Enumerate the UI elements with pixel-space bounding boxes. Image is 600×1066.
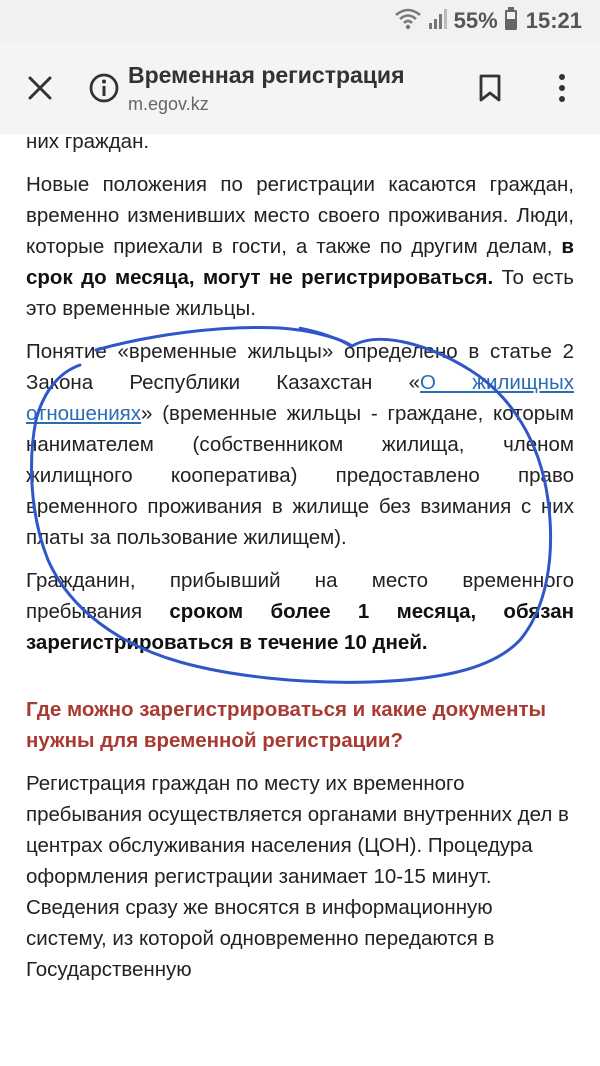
page-url: m.egov.kz xyxy=(128,94,209,114)
p2-text-end: » (временные жильцы - граждане, которым нанимателем (собственником жилища, членом жилищного кооператива) предоставлено право временного проживания в жилище без взимания с них платы за пользование жилищем). xyxy=(26,402,574,549)
page-title: Временная регистрация xyxy=(128,62,405,88)
p1-text-start: Новые положения по регистрации касаются граждан, временно изменивших место своего проживания. Люди, которые приехали в гости, а также по другим делам, xyxy=(26,173,574,258)
close-icon[interactable] xyxy=(20,68,60,108)
wifi-icon xyxy=(394,8,422,34)
paragraph-registration-process: Регистрация граждан по месту их временного пребывания осуществляется органами внутренних дел в центрах обслуживания населения (ЦОН). Процедура оформления регистрации занимает 10-15 минут. Сведения сразу же вносятся в информационную систему, из которой одновременно передаются в Государственную xyxy=(26,772,569,981)
paragraph-new-rules xyxy=(26,169,574,324)
cut-off-line: них граждан. xyxy=(26,134,150,153)
bookmark-icon[interactable] xyxy=(470,68,510,108)
housing-law-link[interactable]: О жилищных отношениях xyxy=(26,371,574,425)
p1-text-end: То есть это временные жильцы. xyxy=(26,266,574,320)
battery-percent: 55% xyxy=(453,8,498,33)
clock: 15:21 xyxy=(525,8,582,33)
p1-bold: в срок до месяца, могут не регистрироваться. xyxy=(26,235,574,289)
section-heading: Где можно зарегистрироваться и какие документы нужны для временной регистрации? xyxy=(26,698,546,752)
browser-toolbar xyxy=(0,42,600,134)
article-content xyxy=(26,134,574,1066)
status-icons xyxy=(394,7,518,35)
p2-text-start: Понятие «временные жильцы» определено в статье 2 Закона Республики Казахстан « xyxy=(26,340,574,394)
signal-icon xyxy=(428,8,448,34)
info-icon[interactable] xyxy=(84,68,124,108)
p3-text-start: Гражданин, прибывший на место временного пребывания xyxy=(26,569,574,623)
battery-icon xyxy=(504,7,518,35)
paragraph-obligation xyxy=(26,565,574,658)
p3-bold: сроком более 1 месяца, обязан зарегистрироваться в течение 10 дней. xyxy=(26,600,574,654)
status-bar xyxy=(0,0,600,42)
paragraph-definition xyxy=(26,336,574,553)
more-vert-icon[interactable] xyxy=(542,68,582,108)
page-title-block[interactable] xyxy=(128,60,448,115)
